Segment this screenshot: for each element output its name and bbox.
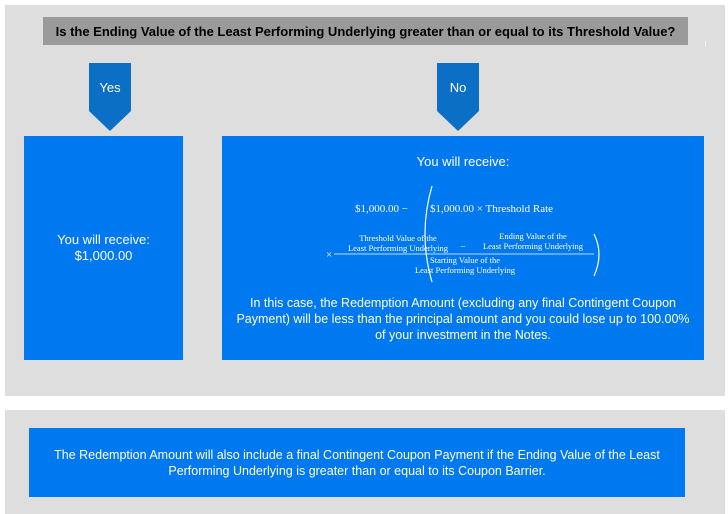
question-text: Is the Ending Value of the Least Performing Underlying greater than or equal to its Threshold Value? — [55, 23, 676, 39]
formula-close-paren — [594, 234, 599, 276]
no-outcome-box — [222, 136, 704, 360]
formula-times: × — [326, 249, 333, 261]
formula-numerator-left-2: Least Performing Underlying — [347, 243, 449, 253]
yes-amount: $1,000.00 — [74, 248, 133, 263]
formula-denominator-2: Least Performing Underlying — [414, 265, 516, 275]
yes-outcome-box — [24, 136, 183, 360]
formula-principal: $1,000.00 − — [355, 203, 408, 215]
coupon-note-text: The Redemption Amount will also include a final Contingent Coupon Payment if the Ending Value of the Least Performing Underlying is greater than or equal to its Coupon Barrier. — [54, 447, 660, 478]
no-receive-label: You will receive: — [416, 154, 510, 169]
formula-denominator-1: Starting Value of the — [430, 255, 500, 265]
loss-warning-text: In this case, the Redemption Amount (excluding any final Contingent Coupon Payment) will be less than the principal amount and you could lose up to 100.00% of your investment in the Notes. — [236, 296, 690, 342]
yes-receive-label: You will receive: — [57, 232, 150, 247]
formula-inner: $1,000.00 × Threshold Rate — [430, 203, 554, 215]
no-label: No — [437, 63, 479, 111]
formula-numerator-right-2: Least Performing Underlying — [482, 241, 584, 251]
divider-mark — [705, 41, 706, 46]
coupon-note-box — [29, 428, 685, 497]
redemption-formula — [222, 184, 704, 284]
yes-arrow — [89, 63, 131, 131]
yes-label: Yes — [89, 63, 131, 111]
formula-numerator-minus: − — [460, 242, 466, 253]
no-arrow — [437, 63, 479, 131]
formula-numerator-left-1: Threshold Value of the — [359, 233, 437, 243]
question-banner — [43, 17, 688, 45]
no-arrow-tip — [437, 111, 479, 131]
yes-arrow-tip — [89, 111, 131, 131]
formula-numerator-right-1: Ending Value of the — [499, 231, 567, 241]
